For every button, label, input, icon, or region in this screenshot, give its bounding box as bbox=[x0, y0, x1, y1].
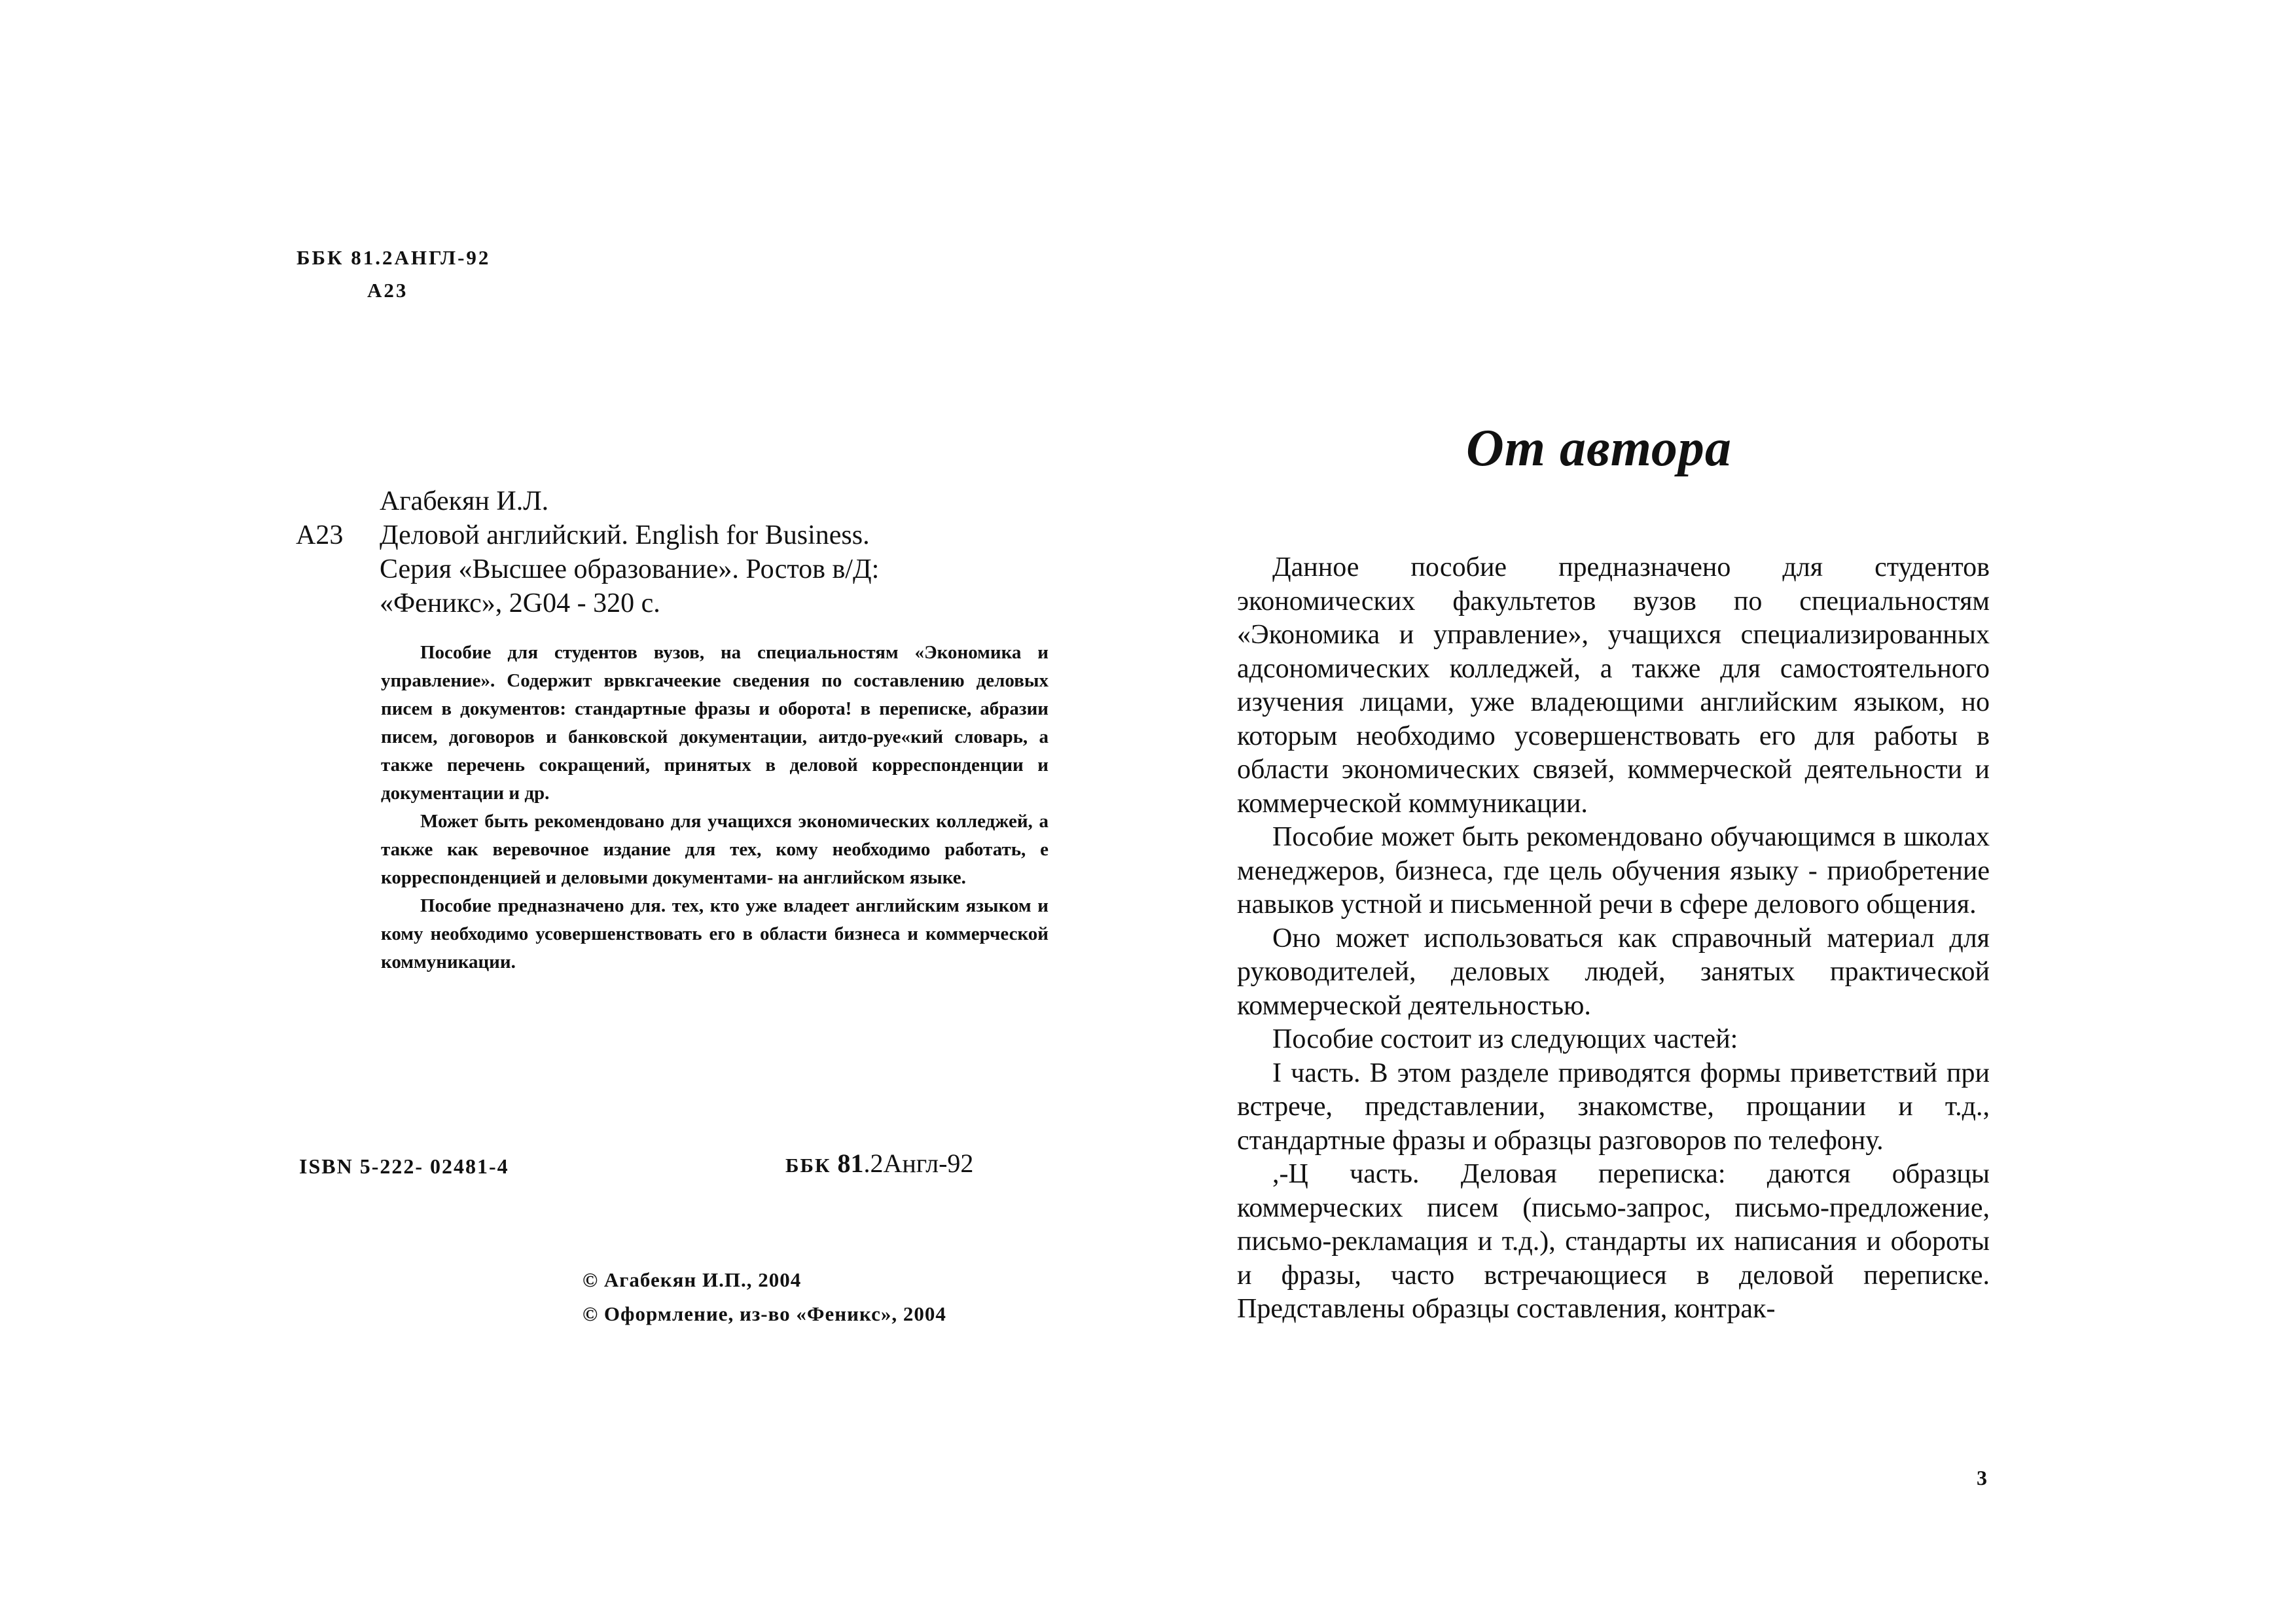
bbk-footer-rest: .2Англ-92 bbox=[863, 1149, 974, 1178]
isbn: ISBN 5-222- 02481-4 bbox=[299, 1154, 509, 1178]
annotation-paragraph: Может быть рекомендовано для учащихся экономических колледжей, а также как веревочное издание для тех, кому необходимо работать, е корреспонденцией и деловыми документами- на английском языке. bbox=[381, 811, 1049, 888]
biblio-code: А23 bbox=[296, 520, 344, 550]
page-title: От автора bbox=[1466, 419, 1732, 477]
foreword-body bbox=[1237, 551, 1990, 1327]
bbk-code: ББК 81.2АНГЛ-92 bbox=[296, 246, 491, 269]
biblio-publisher: «Феникс», 2G04 - 320 с. bbox=[380, 588, 660, 618]
bibliographic-record bbox=[296, 484, 879, 620]
bbk-footer-number: 81 bbox=[837, 1149, 864, 1178]
copyright-author: © Агабекян И.П., 2004 bbox=[583, 1268, 802, 1291]
annotation bbox=[381, 639, 1049, 976]
foreword-paragraph: Пособие состоит из следующих частей: bbox=[1272, 1024, 1738, 1054]
foreword-paragraph: Оно может использоваться как справочный материал для руководителей, деловых людей, занятых практической коммерческой деятельностью. bbox=[1237, 923, 1990, 1021]
foreword-paragraph: Данное пособие предназначено для студентов экономических факультетов вузов по специальностям «Экономика и управление», учащихся специализированных адсономических колледжей, а также для самостоятельного изучения лицами, уже владеющими английским языком, но которым необходимо усовершенствовать его для работы в области экономических связей, коммерческой деятельности и коммерческой коммуникации. bbox=[1237, 552, 1990, 819]
author-mark: А23 bbox=[367, 279, 408, 302]
foreword-paragraph: Пособие может быть рекомендовано обучающимся в школах менеджеров, бизнеса, где цель обучения языку - приобретение навыков устной и письменной речи в сфере делового общения. bbox=[1237, 822, 1990, 919]
bbk-footer bbox=[785, 1148, 973, 1179]
foreword-paragraph: I часть. В этом разделе приводятся формы приветствий при встрече, представлении, знакомстве, прощании и т.д., стандартные фразы и образцы разговоров по телефону. bbox=[1237, 1058, 1990, 1156]
bbk-footer-label: ББК bbox=[785, 1154, 831, 1177]
copyright-block bbox=[583, 1263, 946, 1331]
copyright-design: © Оформление, из-во «Феникс», 2004 bbox=[583, 1302, 946, 1325]
biblio-author: Агабекян И.Л. bbox=[380, 486, 549, 516]
foreword-paragraph: ,-Ц часть. Деловая переписка: даются образцы коммерческих писем (письмо-запрос, письмо-предложение, письмо-рекламация и т.д.), стандарты их написания и обороты и фразы, часто встречающиеся в деловой переписке. Представлены образцы составления, контрак- bbox=[1237, 1159, 1990, 1324]
biblio-series: Серия «Высшее образование». Ростов в/Д: bbox=[380, 554, 880, 584]
annotation-paragraph: Пособие для студентов вузов, на специальностям «Экономика и управление». Содержит врвкгачеекие сведения по составлению деловых писем в документов: стандартные фразы и оборота! в переписке, абразии писем, договоров и банковской документации, аитдо-руе«кий словарь, а также перечень сокращений, принятых в деловой корреспонденции и документации и др. bbox=[381, 642, 1049, 804]
biblio-title: Деловой английский. English for Business. bbox=[380, 520, 870, 550]
page-number: 3 bbox=[1977, 1466, 1987, 1489]
annotation-paragraph: Пособие предназначено для. тех, кто уже владеет английским языком и кому необходимо усовершенствовать его в области бизнеса и коммерческой коммуникации. bbox=[381, 895, 1049, 972]
bbk-classification-header bbox=[296, 245, 490, 303]
